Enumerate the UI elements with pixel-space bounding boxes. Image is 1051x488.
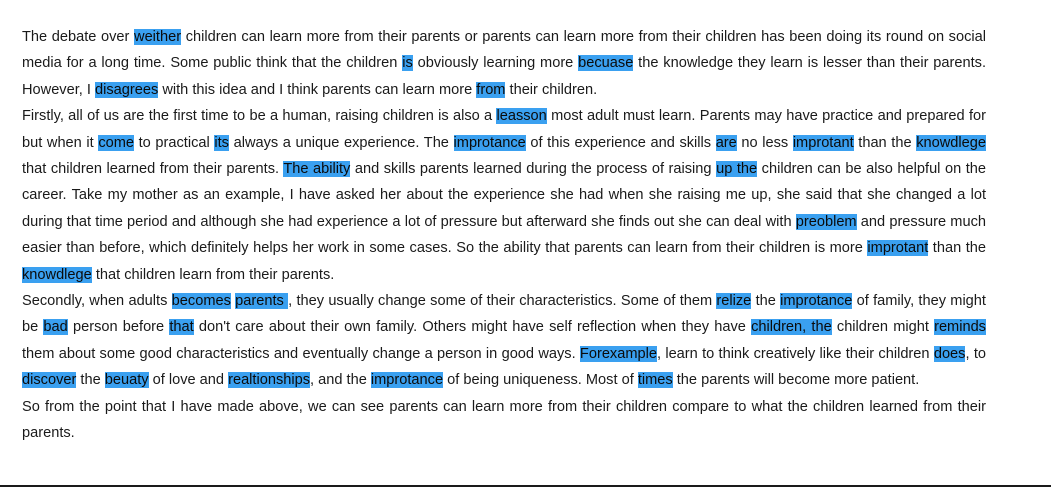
highlighted-error: are	[715, 134, 737, 151]
text-run: , to	[965, 345, 986, 362]
highlighted-error: knowdlege	[22, 266, 92, 283]
text-run: that children learned from their parents.	[22, 161, 284, 178]
highlighted-error: from	[476, 81, 506, 98]
text-run: no less	[736, 134, 793, 151]
text-run: the	[751, 293, 781, 310]
highlighted-error: its	[214, 134, 229, 151]
text-run: their children.	[505, 81, 598, 98]
paragraph-secondly	[22, 288, 986, 394]
highlighted-error: Forexample	[579, 345, 657, 362]
text-run: of love and	[148, 372, 229, 389]
highlighted-error: leasson	[496, 108, 547, 125]
highlighted-error: becomes	[171, 293, 231, 310]
text-run: don't care about their own family. Others might have self reflection when they have	[193, 319, 752, 336]
highlighted-error: preoblem	[795, 213, 857, 230]
text-run: person before	[67, 319, 170, 336]
highlighted-error: The ability	[283, 161, 351, 178]
text-run: that children learn from their parents.	[91, 266, 335, 283]
bottom-divider	[0, 485, 1051, 487]
highlighted-error: does	[933, 345, 966, 362]
text-run: and skills parents learned during the process of raising	[350, 161, 717, 178]
essay-document	[22, 24, 986, 447]
highlighted-error: improtant	[792, 134, 854, 151]
highlighted-error: is	[402, 55, 413, 72]
text-run: with this idea and I think parents can learn more	[158, 81, 477, 98]
text-run: So from the point that I have made above, we can see parents can learn more from their children compare to what the children learned from their parents.	[22, 398, 986, 442]
paragraph-firstly	[22, 103, 986, 288]
highlighted-error: improtant	[867, 240, 929, 257]
highlighted-error: reminds	[934, 319, 986, 336]
highlighted-error: that	[169, 319, 194, 336]
paragraph-intro	[22, 24, 986, 103]
highlighted-error: children, the	[751, 319, 832, 336]
text-run: than the	[853, 134, 917, 151]
text-run: to practical	[134, 134, 215, 151]
highlighted-error: times	[637, 372, 673, 389]
highlighted-error: up the	[716, 161, 758, 178]
highlighted-error: come	[98, 134, 135, 151]
text-run: them about some good characteristics and eventually change a person in good ways.	[22, 345, 580, 362]
highlighted-error: relize	[716, 293, 752, 310]
text-run: of this experience and skills	[525, 134, 716, 151]
text-run: children can learn more from their parents or parents can learn more from their children has been doing its round on social media for a long time. Some public think that the children	[22, 29, 986, 72]
text-run: , learn to think creatively like their children	[656, 345, 934, 362]
highlighted-error: improtance	[453, 134, 526, 151]
text-run: the parents will become more patient.	[672, 372, 920, 389]
text-run: than the	[928, 240, 986, 257]
highlighted-error: bad	[43, 319, 68, 336]
text-run: the	[76, 372, 105, 389]
highlighted-error: becuase	[578, 55, 634, 72]
highlighted-error: realtionships	[228, 372, 311, 389]
text-run: Secondly, when adults	[22, 293, 172, 310]
highlighted-error: disagrees	[95, 81, 159, 98]
text-run: of family, they might be	[22, 293, 986, 336]
text-run: children might	[831, 319, 935, 336]
text-run: most adult must learn. Parents may have practice and prepared for but when it	[22, 108, 986, 151]
text-run: , they usually change some of their characteristics. Some of them	[288, 293, 717, 310]
highlighted-error: parents	[235, 293, 289, 310]
highlighted-error: knowdlege	[916, 134, 986, 151]
highlighted-error: beuaty	[104, 372, 149, 389]
highlighted-error: weither	[134, 29, 182, 45]
highlighted-error: improtance	[370, 372, 444, 389]
text-run: and pressure much easier than before, which definitely helps her work in some cases. So the ability that parents can learn from their children is more	[22, 213, 986, 257]
text-run: obviously learning more	[412, 55, 579, 72]
paragraph-conclusion	[22, 394, 986, 447]
text-run: of being uniqueness. Most of	[443, 372, 638, 389]
text-run: always a unique experience. The	[228, 134, 454, 151]
text-run: Firstly, all of us are the first time to be a human, raising children is also a	[22, 108, 497, 125]
highlighted-error: discover	[22, 372, 77, 389]
text-run: , and the	[310, 372, 371, 389]
highlighted-error: improtance	[780, 293, 853, 310]
text-run: the knowledge they learn is lesser than their parents. However, I	[22, 55, 987, 98]
text-run: children can be also helpful on the career. Take my mother as an example, I have asked her about the experience she had when she raising me up, she said that she changed a lot during that time period and although she had experience a lot of pressure but afterward she finds out she can deal with	[22, 161, 987, 230]
text-run: The debate over	[22, 29, 135, 45]
